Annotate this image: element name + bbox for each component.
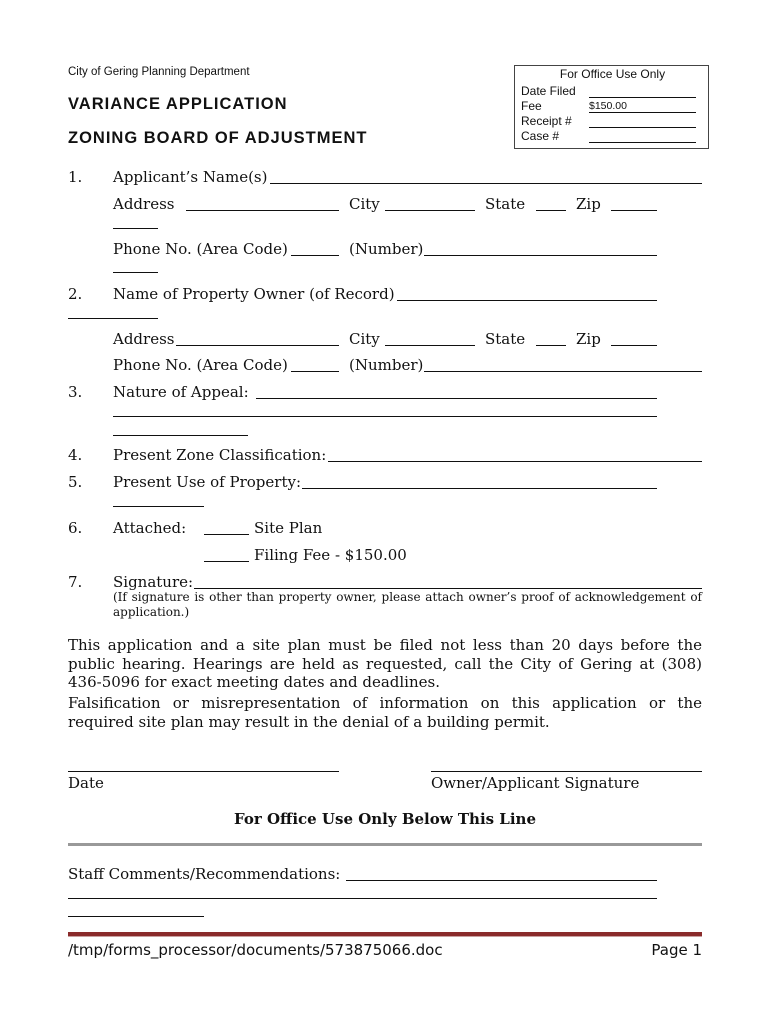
signature-note: (If signature is other than property owner, please attach owner’s proof of acknowledgement of application.): [113, 590, 702, 619]
nature-of-appeal-label: Nature of Appeal:: [113, 383, 249, 401]
present-use-field[interactable]: [302, 488, 657, 489]
receipt-label: Receipt #: [521, 114, 572, 128]
owner-phone-area-label: Phone No. (Area Code): [113, 356, 288, 374]
office-box-title: For Office Use Only: [559, 67, 666, 81]
item-number-4: 4.: [68, 446, 83, 464]
state-label: State: [485, 195, 526, 213]
case-field[interactable]: [589, 142, 696, 143]
present-use-continued[interactable]: [113, 506, 204, 507]
office-use-box: [514, 65, 709, 149]
staff-comments-field[interactable]: [346, 880, 657, 881]
owner-signature-label: Owner/Applicant Signature: [431, 774, 640, 792]
phone-number-field[interactable]: [424, 255, 657, 256]
owner-name-field[interactable]: [397, 300, 657, 301]
owner-state-label: State: [485, 330, 526, 348]
state-field[interactable]: [536, 210, 566, 211]
department-name: City of Gering Planning Department: [68, 66, 250, 78]
date-filed-field[interactable]: [589, 97, 696, 98]
form-subtitle: ZONING BOARD OF ADJUSTMENT: [68, 129, 368, 147]
applicant-name-field[interactable]: [270, 183, 702, 184]
item-number-2: 2.: [68, 285, 83, 303]
city-field[interactable]: [385, 210, 475, 211]
signature-field[interactable]: [194, 588, 702, 589]
item-number-7: 7.: [68, 573, 83, 591]
present-use-label: Present Use of Property:: [113, 473, 302, 491]
owner-phone-number-field[interactable]: [424, 371, 702, 372]
phone-area-label: Phone No. (Area Code): [113, 240, 288, 258]
zone-classification-field[interactable]: [328, 461, 702, 462]
item-number-5: 5.: [68, 473, 83, 491]
owner-address-field[interactable]: [176, 345, 339, 346]
zip-label: Zip: [576, 195, 601, 213]
staff-comments-line-3[interactable]: [68, 916, 204, 917]
address-label: Address: [113, 195, 175, 213]
nature-of-appeal-field[interactable]: [256, 398, 657, 399]
falsification-warning-paragraph: Falsification or misrepresentation of information on this application or the required site plan may result in the denial of a building permit.: [68, 694, 702, 731]
staff-comments-label: Staff Comments/Recommendations:: [68, 865, 341, 883]
nature-of-appeal-line-3[interactable]: [113, 435, 248, 436]
site-plan-checkbox-line[interactable]: [204, 534, 249, 535]
form-title: VARIANCE APPLICATION: [68, 95, 288, 113]
address-field[interactable]: [186, 210, 339, 211]
applicant-name-label: Applicant’s Name(s): [113, 168, 268, 186]
item-number-6: 6.: [68, 519, 83, 537]
site-plan-label: Site Plan: [254, 519, 323, 537]
nature-of-appeal-line-2[interactable]: [113, 416, 657, 417]
phone-number-continued[interactable]: [113, 272, 158, 273]
date-filed-label: Date Filed: [521, 84, 576, 98]
owner-zip-label: Zip: [576, 330, 601, 348]
owner-city-label: City: [349, 330, 380, 348]
owner-zip-field[interactable]: [611, 345, 657, 346]
zip-field-continued[interactable]: [113, 228, 158, 229]
case-label: Case #: [521, 129, 560, 143]
date-signature-line[interactable]: [68, 771, 339, 772]
owner-name-continued[interactable]: [68, 318, 158, 319]
owner-signature-line[interactable]: [431, 771, 702, 772]
owner-phone-area-field[interactable]: [291, 371, 339, 372]
owner-name-label: Name of Property Owner (of Record): [113, 285, 395, 303]
date-label: Date: [68, 774, 104, 792]
owner-city-field[interactable]: [385, 345, 475, 346]
office-use-divider: [68, 843, 702, 846]
phone-number-label: (Number): [349, 240, 424, 258]
item-number-1: 1.: [68, 168, 83, 186]
staff-comments-line-2[interactable]: [68, 898, 657, 899]
footer-divider: [68, 932, 702, 937]
office-use-heading: For Office Use Only Below This Line: [233, 810, 537, 828]
fee-value: $150.00: [589, 100, 627, 112]
receipt-field[interactable]: [589, 127, 696, 128]
item-number-3: 3.: [68, 383, 83, 401]
signature-label: Signature:: [113, 573, 194, 591]
attached-label: Attached:: [113, 519, 187, 537]
footer-file-path: /tmp/forms_processor/documents/573875066.doc: [68, 941, 443, 959]
owner-address-label: Address: [113, 330, 175, 348]
filing-instructions-paragraph: This application and a site plan must be filed not less than 20 days before the public hearing. Hearings are held as requested, call the City of Gering at (308) 436-5096 for exact meeting dates and deadlines.: [68, 636, 702, 691]
zone-classification-label: Present Zone Classification:: [113, 446, 327, 464]
fee-field[interactable]: [589, 112, 696, 113]
fee-label: Fee: [521, 99, 542, 113]
filing-fee-label: Filing Fee - $150.00: [254, 546, 407, 564]
owner-phone-number-label: (Number): [349, 356, 424, 374]
owner-state-field[interactable]: [536, 345, 566, 346]
phone-area-field[interactable]: [291, 255, 339, 256]
zip-field[interactable]: [611, 210, 657, 211]
footer-page-number: Page 1: [651, 941, 702, 959]
filing-fee-checkbox-line[interactable]: [204, 561, 249, 562]
city-label: City: [349, 195, 380, 213]
